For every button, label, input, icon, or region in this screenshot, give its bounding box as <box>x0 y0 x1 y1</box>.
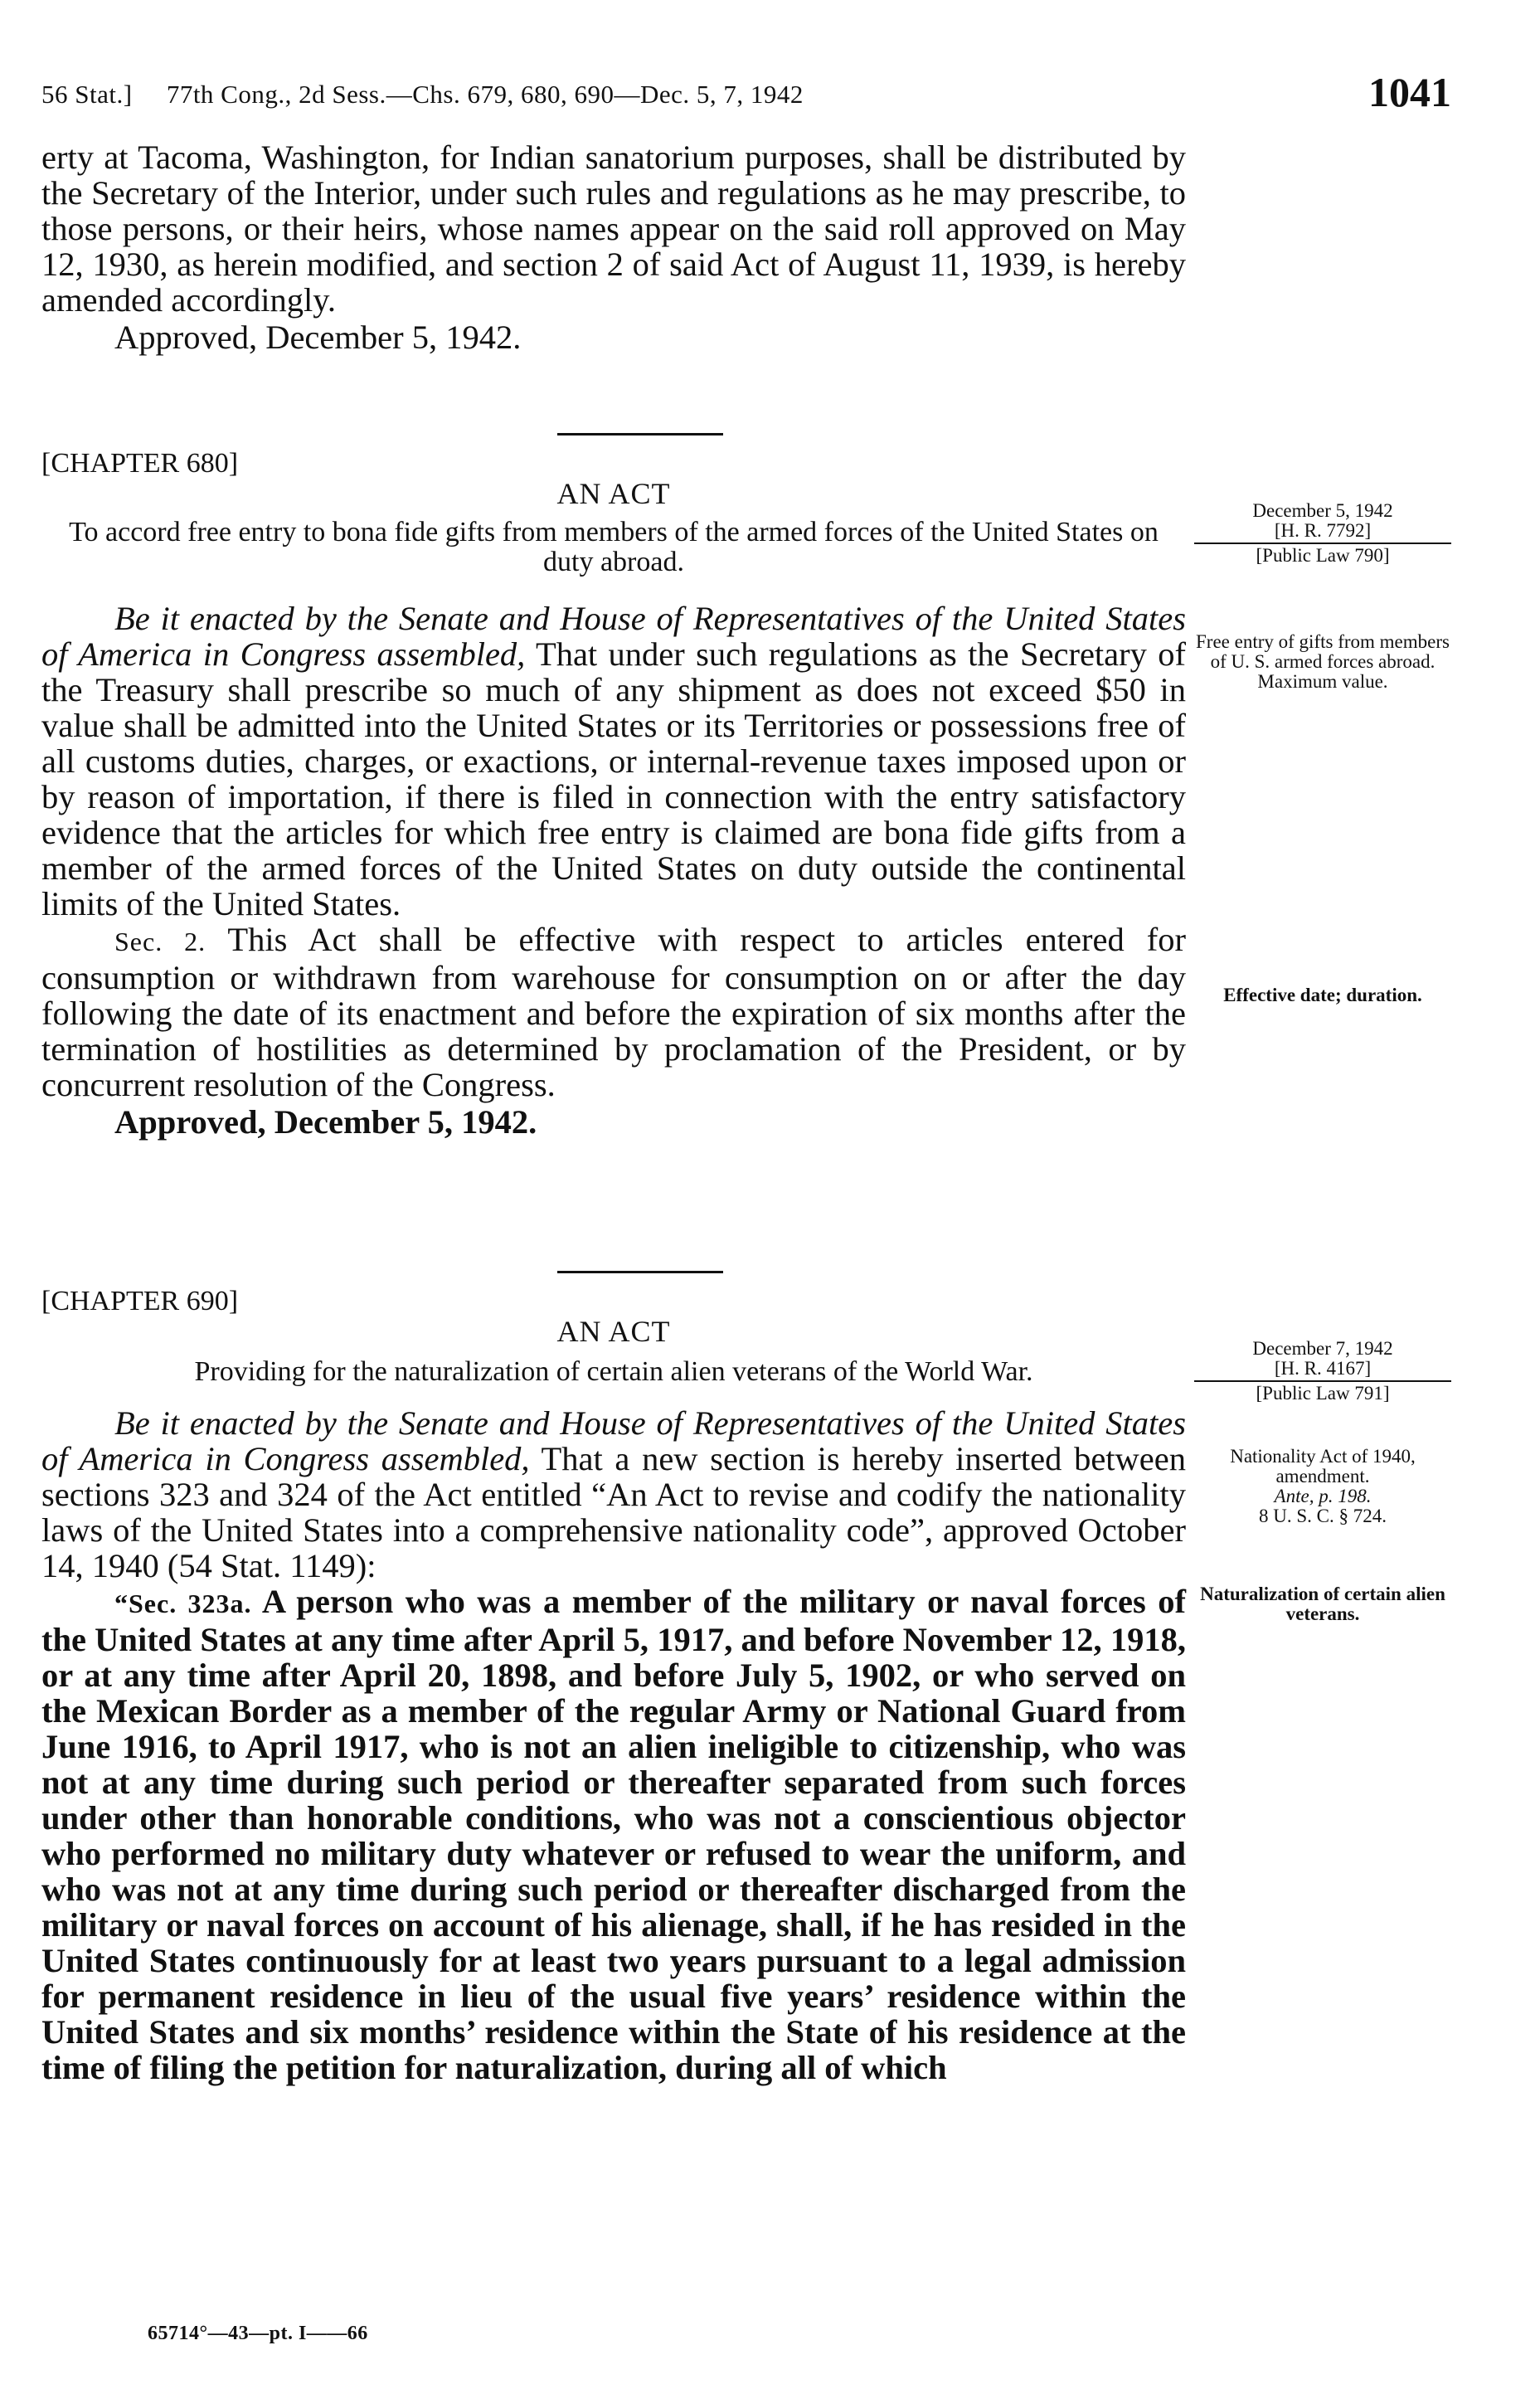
chapter-690-note-usc: 8 U. S. C. § 724. <box>1259 1506 1387 1526</box>
chapter-680-act-heading: AN ACT <box>556 477 671 510</box>
chapter-680-enacting-clause: Be it enacted by the Senate and House of Representatives of the United States of America in Congress assembled, <box>41 600 1186 673</box>
header-stat: 56 Stat.] <box>41 80 133 109</box>
chapter-680-margin-citation <box>1194 501 1451 566</box>
header-citation <box>41 80 804 109</box>
running-header <box>41 68 1451 118</box>
chapter-690-note-amendment: Nationality Act of 1940, amendment. <box>1230 1446 1416 1486</box>
footer-print-code: 65714°—43—pt. I——66 <box>148 2323 368 2344</box>
chapter-680-bill: [H. R. 7792] <box>1274 520 1372 541</box>
chapter-690-section-323a-text: A person who was a member of the military or naval forces of the United States at any time after April 5, 1917, and before November 12, 1918, or at any time after April 20, 1898, and before July 5, 1902, or who served on the Mexican Border as a member of the regular Army or National Guard from June 1916, to April 1917, who is not an alien ineligible to citizenship, who was not at any time during such period or thereafter separated from such forces under other than honorable conditions, who was not a conscientious objector who performed no military duty whatever or refused to wear the uniform, and who was not at any time during such period or thereafter discharged from the military or naval forces on account of his alienage, shall, if he has resided in the United States continuously for at least two years pursuant to a legal admission for permanent residence in lieu of the usual five years’ residence within the United States and six months’ residence within the State of his residence at the time of filing the petition for naturalization, during all of which <box>41 1583 1186 2086</box>
continuation-paragraph: erty at Tacoma, Washington, for Indian sanatorium purposes, shall be distributed by the Secretary of the Interior, under such rules and regulations as he may prescribe, to those persons, or their heirs, whose names appear on the said roll approved on May 12, 1930, as herein modified, and section 2 of said Act of August 11, 1939, is hereby amended accordingly. <box>41 139 1186 319</box>
chapter-680-margin-note-effective: Effective date; duration. <box>1223 985 1422 1005</box>
chapter-680-public-law: [Public Law 790] <box>1194 543 1451 566</box>
chapter-680-section-1 <box>41 601 1186 922</box>
continuation-block <box>41 139 1186 355</box>
chapter-680-summary: To accord free entry to bona fide gifts from members of the armed forces of the United States on duty abroad. <box>69 517 1159 577</box>
continuation-approved: Approved, December 5, 1942. <box>114 319 522 356</box>
chapter-690-sec-323a-label: “Sec. 323a. <box>114 1589 252 1618</box>
chapter-690-act-heading: AN ACT <box>556 1315 671 1348</box>
page-number: 1041 <box>1368 69 1451 115</box>
header-congress: 77th Cong., 2d Sess.—Chs. 679, 680, 690—Dec. 5, 7, 1942 <box>166 80 804 109</box>
chapter-680-section-2 <box>41 922 1186 1102</box>
chapter-690-body <box>41 1405 1186 2085</box>
chapter-680-label: [CHAPTER 680] <box>41 448 239 479</box>
chapter-680-margin-note-gifts: Free entry of gifts from members of U. S. armed forces abroad. Maximum value. <box>1196 631 1450 692</box>
chapter-690-margin-note-naturalization: Naturalization of certain alien veterans. <box>1200 1584 1445 1624</box>
chapter-690-section-1-text: That a new section is hereby inserted between sections 323 and 324 of the Act entitled “An Act to revise and codify the nationality laws of the United States into a comprehensive nationality code”, approved October 14, 1940 (54 Stat. 1149): <box>41 1440 1186 1584</box>
chapter-680-sec-2-label: Sec. 2. <box>114 927 206 956</box>
chapter-690-bill: [H. R. 4167] <box>1274 1358 1372 1379</box>
chapter-690-label: [CHAPTER 690] <box>41 1286 239 1316</box>
chapter-680-date: December 5, 1942 <box>1252 500 1393 521</box>
chapter-690-margin-citation <box>1194 1339 1451 1404</box>
chapter-680-section-1-text: That under such regulations as the Secretary of the Treasury shall prescribe so much of any shipment as does not exceed $50 in value shall be admitted into the United States or its Territories or possessions free of all customs duties, charges, or exactions, or internal-revenue taxes imposed upon or by reason of importation, if there is filed in connection with the entry satisfactory evidence that the articles for which free entry is claimed are bona fide gifts from a member of the armed forces of the United States on duty outside the continental limits of the United States. <box>41 635 1186 922</box>
chapter-690-section-1 <box>41 1405 1186 1584</box>
chapter-690-date: December 7, 1942 <box>1252 1338 1393 1359</box>
section-divider-690 <box>557 1271 723 1273</box>
chapter-690-enacting-clause: Be it enacted by the Senate and House of Representatives of the United States of America in Congress assembled, <box>41 1404 1186 1477</box>
chapter-680-section-2-text: This Act shall be effective with respect to articles entered for consumption or withdrawn from warehouse for consumption on or after the day following the date of its enactment and before the expiration of six months after the termination of hostilities as determined by proclamation of the President, or by concurrent resolution of the Congress. <box>41 921 1186 1103</box>
section-divider-680 <box>557 433 723 435</box>
chapter-690-section-323a <box>41 1584 1186 2085</box>
chapter-680-body <box>41 601 1186 1140</box>
chapter-690-public-law: [Public Law 791] <box>1194 1380 1451 1404</box>
chapter-690-note-ante: Ante, p. 198. <box>1274 1486 1372 1506</box>
chapter-690-summary: Providing for the naturalization of certain alien veterans of the World War. <box>194 1356 1033 1387</box>
chapter-690-margin-note-nationality <box>1194 1447 1451 1526</box>
chapter-680-approved: Approved, December 5, 1942. <box>114 1103 537 1141</box>
